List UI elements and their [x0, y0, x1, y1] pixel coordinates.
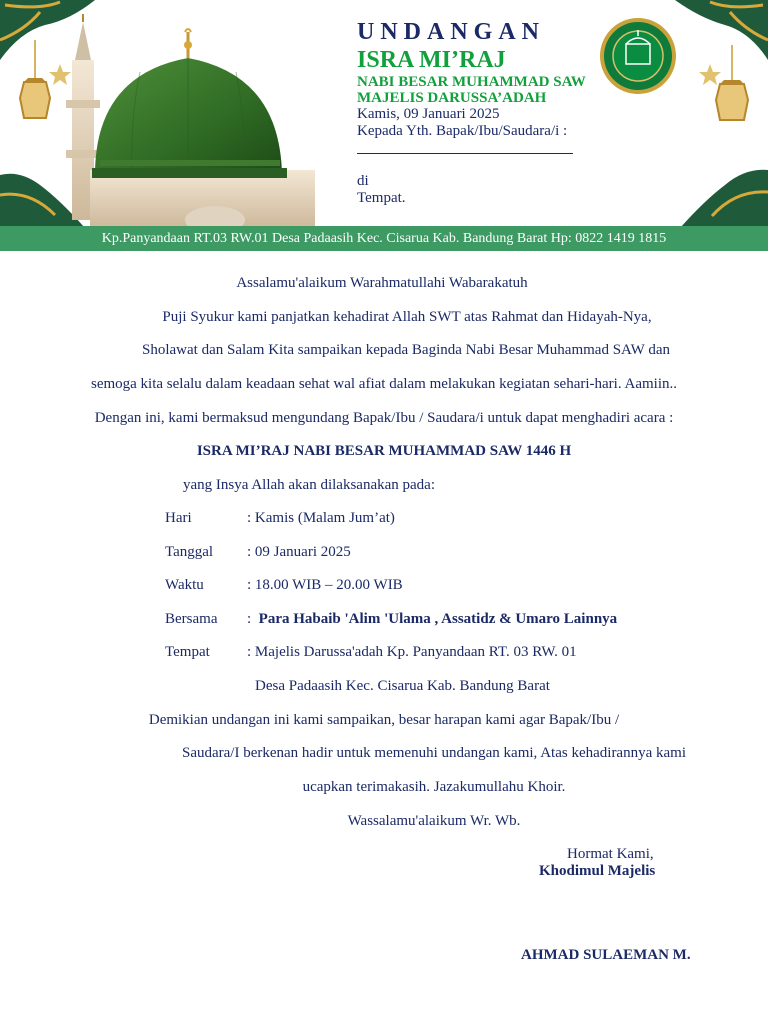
detail-value-tempat: : Majelis Darussa'adah Kp. Panyandaan RT. 03 RW. 01	[247, 644, 577, 660]
event-name: ISRA MI’RAJ	[357, 47, 506, 73]
event-subtitle: NABI BESAR MUHAMMAD SAW	[357, 74, 586, 90]
star-icon-left	[49, 64, 71, 85]
greeting	[0, 275, 768, 292]
detail-label-bersama: Bersama	[165, 611, 218, 627]
title-block	[357, 18, 607, 207]
detail-value-tanggal: : 09 Januari 2025	[247, 544, 351, 560]
closing-salam: Wassalamu'alaikum Wr. Wb.	[347, 813, 521, 829]
majelis-logo	[600, 18, 676, 94]
signature-name: AHMAD SULAEMAN M.	[521, 947, 691, 963]
lantern-icon-left	[20, 40, 50, 118]
detail-bersama-prefix: :	[247, 611, 259, 627]
star-icon-right	[699, 64, 721, 85]
address-bar: Kp.Panyandaan RT.03 RW.01 Desa Padaasih Kec. Cisarua Kab. Bandung Barat Hp: 0822 1419 1815	[0, 226, 768, 251]
invitation-title: UNDANGAN	[357, 19, 545, 45]
signature-regards: Hormat Kami,	[567, 846, 654, 862]
detail-label-tempat: Tempat	[165, 644, 210, 660]
closing-line-3: ucapkan terimakasih. Jazakumullahu Khoir.	[302, 779, 566, 795]
dome-illustration	[90, 29, 315, 228]
paragraph-3: semoga kita selalu dalam keadaan sehat wal afiat dalam melakukan kegiatan sehari-hari. Aamiin..	[90, 376, 678, 392]
paragraph-4: Dengan ini, kami bermaksud mengundang Bapak/Ibu / Saudara/i untuk dapat menghadiri acara :	[94, 410, 674, 426]
event-full-title: ISRA MI’RAJ NABI BESAR MUHAMMAD SAW 1446 H	[196, 443, 572, 459]
paragraph-1: Puji Syukur kami panjatkan kehadirat Allah SWT atas Rahmat dan Hidayah-Nya,	[162, 309, 652, 325]
lantern-icon-right	[716, 45, 748, 120]
corner-ornament-bottom-right	[680, 170, 768, 228]
organizer-name: MAJELIS DARUSSA’ADAH	[357, 90, 547, 106]
detail-value-hari: : Kamis (Malam Jum’at)	[247, 510, 395, 526]
schedule-intro: yang Insya Allah akan dilaksanakan pada:	[183, 477, 435, 493]
event-date: Kamis, 09 Januari 2025	[357, 106, 500, 122]
paragraph-2: Sholawat dan Salam Kita sampaikan kepada Baginda Nabi Besar Muhammad SAW dan	[142, 342, 670, 358]
recipient-blank-line	[357, 153, 573, 154]
detail-label-hari: Hari	[165, 510, 192, 526]
detail-label-tanggal: Tanggal	[165, 544, 214, 560]
corner-ornament-top-right	[675, 0, 768, 60]
detail-value-waktu: : 18.00 WIB – 20.00 WIB	[247, 577, 403, 593]
di-label: di	[357, 173, 369, 189]
recipient-label: Kepada Yth. Bapak/Ibu/Saudara/i :	[357, 123, 568, 139]
closing-line-2: Saudara/I berkenan hadir untuk memenuhi undangan kami, Atas kehadirannya kami	[181, 745, 686, 761]
closing-line-1: Demikian undangan ini kami sampaikan, besar harapan kami agar Bapak/Ibu /	[148, 712, 620, 728]
signature-role: Khodimul Majelis	[539, 863, 656, 879]
detail-value-bersama	[247, 611, 617, 628]
detail-bersama-text: Para Habaib 'Alim 'Ulama , Assatidz & Umaro Lainnya	[258, 611, 618, 627]
detail-tempat-continued: Desa Padaasih Kec. Cisarua Kab. Bandung Barat	[255, 678, 550, 694]
greeting-text: Assalamu'alaikum Warahmatullahi Wabarakatuh	[236, 275, 528, 291]
detail-label-waktu: Waktu	[165, 577, 204, 593]
place-label: Tempat.	[357, 190, 406, 206]
